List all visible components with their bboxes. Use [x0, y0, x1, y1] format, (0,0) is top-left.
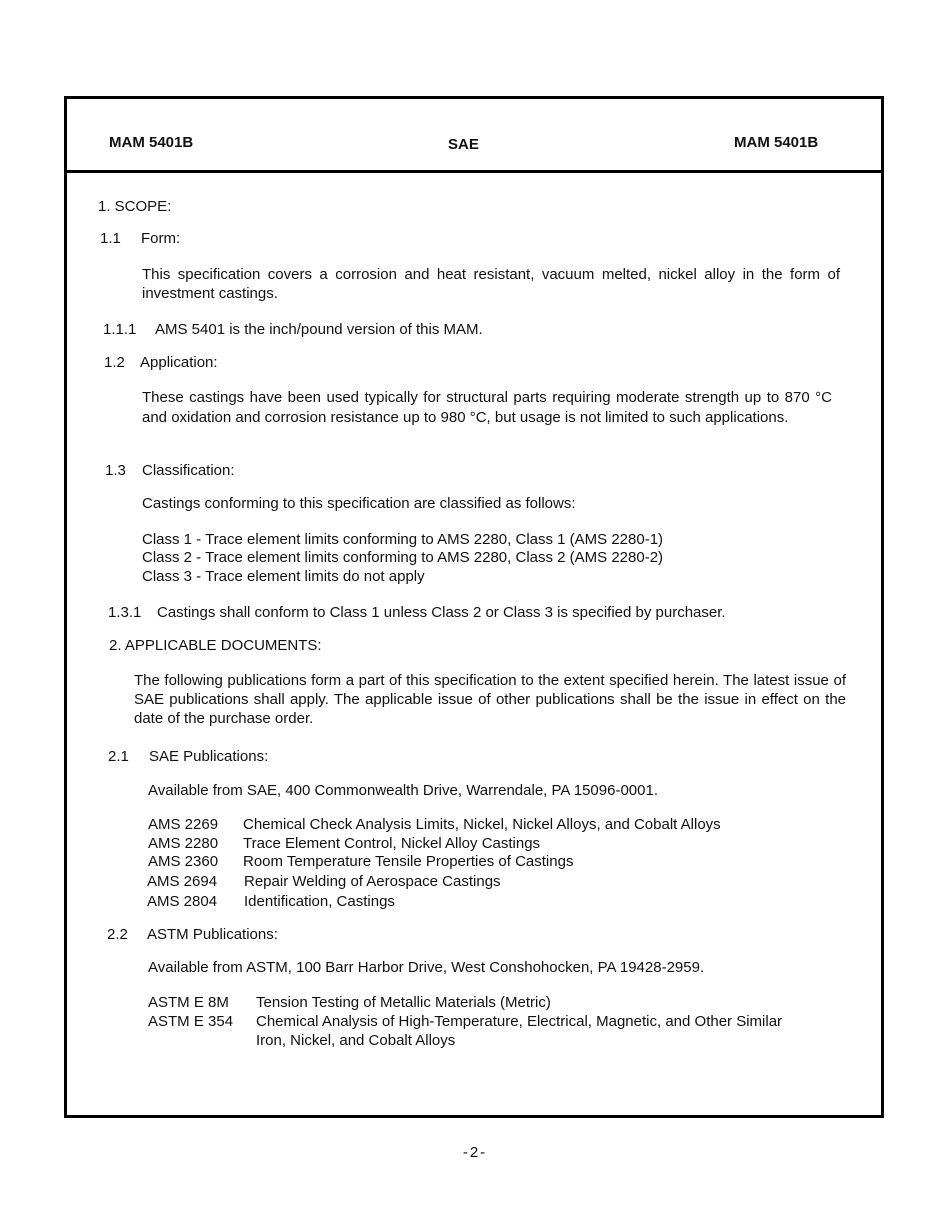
sae-doc-title: Chemical Check Analysis Limits, Nickel, Nickel Alloys, and Cobalt Alloys — [243, 816, 721, 833]
class-item: Class 2 - Trace element limits conforming to AMS 2280, Class 2 (AMS 2280-2) — [142, 549, 664, 566]
section-1-1-text: This specification covers a corrosion and heat resistant, vacuum melted, nickel alloy in the form of investment castings. — [142, 266, 840, 302]
section-1-3-title: Classification: — [142, 462, 235, 479]
section-2-1-availability: Available from SAE, 400 Commonwealth Drive, Warrendale, PA 15096-0001. — [148, 782, 658, 799]
sae-doc-code: AMS 2804 — [147, 893, 218, 910]
sae-doc-code: AMS 2360 — [148, 853, 219, 870]
header-divider — [64, 170, 884, 173]
sae-doc-code: AMS 2280 — [148, 835, 219, 852]
astm-doc-title: Chemical Analysis of High-Temperature, Electrical, Magnetic, and Other Similar — [256, 1013, 783, 1030]
astm-doc-code: ASTM E 354 — [148, 1013, 234, 1030]
section-1-title: 1. SCOPE: — [98, 198, 172, 215]
sae-doc-title: Trace Element Control, Nickel Alloy Castings — [243, 835, 541, 852]
section-2-1-title: SAE Publications: — [149, 748, 269, 765]
page-number: -2- — [462, 1144, 488, 1161]
section-1-1-number: 1.1 — [100, 230, 121, 247]
section-1-1-title: Form: — [141, 230, 181, 247]
section-1-1-1-text: AMS 5401 is the inch/pound version of this MAM. — [155, 321, 483, 338]
section-1-2-number: 1.2 — [104, 354, 125, 371]
section-2-title: 2. APPLICABLE DOCUMENTS: — [109, 637, 322, 654]
section-2-2-title: ASTM Publications: — [147, 926, 278, 943]
section-2-1-number: 2.1 — [108, 748, 129, 765]
section-1-3-text: Castings conforming to this specification are classified as follows: — [142, 495, 576, 512]
section-1-2-title: Application: — [140, 354, 218, 371]
header-doc-number-right: MAM 5401B — [734, 134, 819, 151]
sae-doc-code: AMS 2269 — [148, 816, 219, 833]
section-1-3-number: 1.3 — [105, 462, 126, 479]
sae-doc-title: Repair Welding of Aerospace Castings — [244, 873, 501, 890]
class-item: Class 1 - Trace element limits conforming to AMS 2280, Class 1 (AMS 2280-1) — [142, 531, 664, 548]
section-1-3-1-text: Castings shall conform to Class 1 unless Class 2 or Class 3 is specified by purchaser. — [157, 604, 726, 621]
class-item: Class 3 - Trace element limits do not apply — [142, 568, 425, 585]
section-2-2-availability: Available from ASTM, 100 Barr Harbor Drive, West Conshohocken, PA 19428-2959. — [148, 959, 705, 976]
astm-doc-title-continued: Iron, Nickel, and Cobalt Alloys — [256, 1032, 456, 1049]
sae-doc-title: Identification, Castings — [244, 893, 395, 910]
section-1-2-text: These castings have been used typically for structural parts requiring moderate strength up to 870 °C and oxidation and corrosion resistance up to 980 °C, but usage is not limited to such applications. — [142, 389, 832, 426]
header-doc-number-left: MAM 5401B — [109, 134, 194, 151]
section-2-2-number: 2.2 — [107, 926, 128, 943]
section-1-1-1-number: 1.1.1 — [103, 321, 137, 338]
sae-doc-title: Room Temperature Tensile Properties of Castings — [243, 853, 574, 870]
header-org: SAE — [448, 136, 479, 153]
astm-doc-code: ASTM E 8M — [148, 994, 229, 1011]
astm-doc-title: Tension Testing of Metallic Materials (Metric) — [256, 994, 551, 1011]
section-2-text: The following publications form a part of this specification to the extent specified herein. The latest issue of SAE publications shall apply. The applicable issue of other publications shall be the issue in effect on the date of the purchase order. — [134, 672, 846, 727]
section-1-3-1-number: 1.3.1 — [108, 604, 142, 621]
sae-doc-code: AMS 2694 — [147, 873, 218, 890]
